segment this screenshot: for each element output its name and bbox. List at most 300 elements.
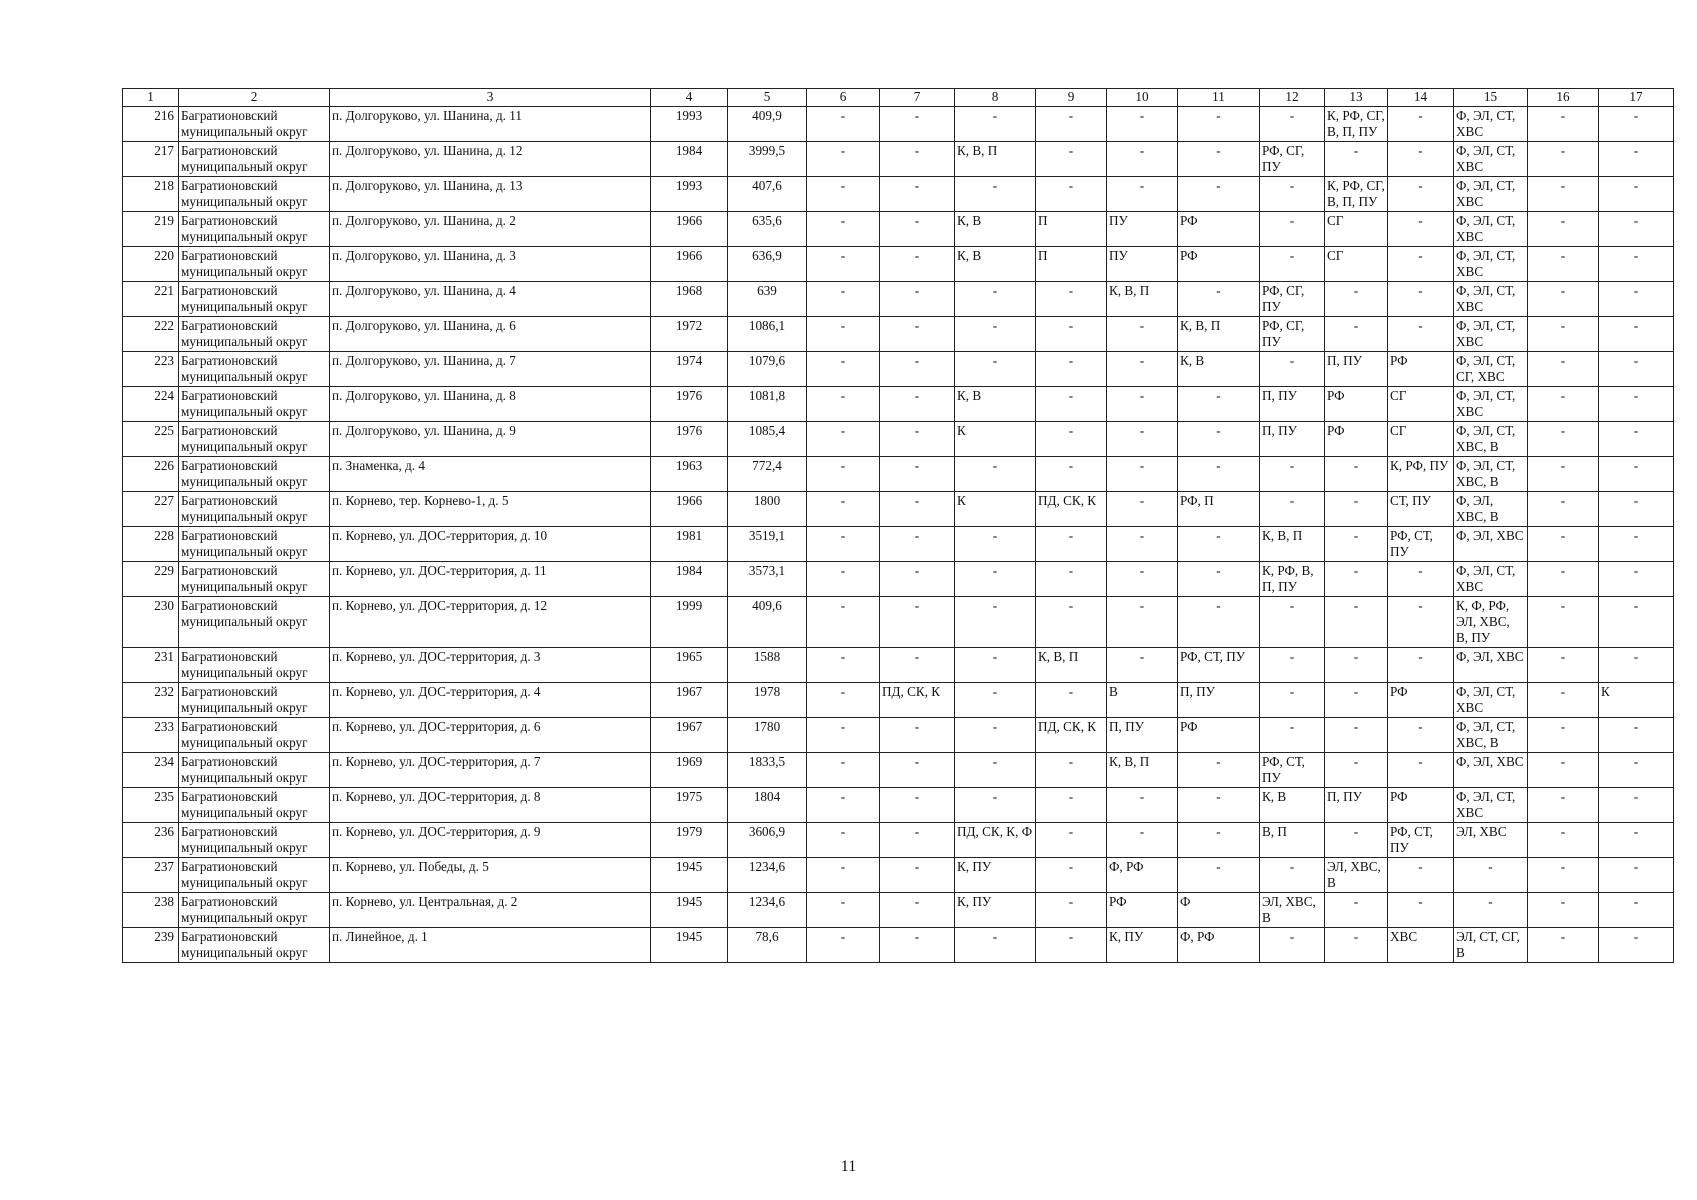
- table-cell-col-5: 1234,6: [728, 858, 807, 893]
- table-cell-col-5: 407,6: [728, 177, 807, 212]
- table-cell-col-1: 231: [123, 648, 179, 683]
- column-number-header: 9: [1036, 89, 1107, 107]
- table-cell-col-6: -: [807, 823, 880, 858]
- table-cell-col-2: Багратионовский муниципальный округ: [179, 562, 330, 597]
- table-cell-col-4: 1968: [651, 282, 728, 317]
- table-cell-col-4: 1945: [651, 893, 728, 928]
- table-cell-col-8: К, В, П: [955, 142, 1036, 177]
- table-cell-col-14: СТ, ПУ: [1388, 492, 1454, 527]
- column-number-header: 7: [880, 89, 955, 107]
- table-cell-col-2: Багратионовский муниципальный округ: [179, 823, 330, 858]
- table-cell-col-6: -: [807, 422, 880, 457]
- table-cell-col-5: 78,6: [728, 928, 807, 963]
- table-cell-col-6: -: [807, 177, 880, 212]
- table-row: [123, 718, 1674, 753]
- table-cell-col-15: Ф, ЭЛ, СТ, ХВС: [1454, 142, 1528, 177]
- table-cell-col-5: 1978: [728, 683, 807, 718]
- table-cell-col-16: -: [1528, 683, 1599, 718]
- table-cell-col-17: -: [1599, 527, 1674, 562]
- table-cell-col-1: 225: [123, 422, 179, 457]
- table-cell-col-7: -: [880, 387, 955, 422]
- table-cell-col-10: -: [1107, 648, 1178, 683]
- table-cell-col-7: ПД, СК, К: [880, 683, 955, 718]
- table-cell-col-14: РФ, СТ, ПУ: [1388, 527, 1454, 562]
- table-cell-col-1: 222: [123, 317, 179, 352]
- table-cell-col-3: п. Корнево, ул. Победы, д. 5: [330, 858, 651, 893]
- table-cell-col-2: Багратионовский муниципальный округ: [179, 422, 330, 457]
- column-number-header: 15: [1454, 89, 1528, 107]
- table-cell-col-17: -: [1599, 858, 1674, 893]
- table-cell-col-14: РФ, СТ, ПУ: [1388, 823, 1454, 858]
- table-cell-col-13: -: [1325, 753, 1388, 788]
- table-cell-col-17: -: [1599, 107, 1674, 142]
- table-cell-col-5: 3999,5: [728, 142, 807, 177]
- table-cell-col-5: 3606,9: [728, 823, 807, 858]
- table-cell-col-15: Ф, ЭЛ, СТ, ХВС: [1454, 387, 1528, 422]
- table-cell-col-2: Багратионовский муниципальный округ: [179, 928, 330, 963]
- table-row: [123, 352, 1674, 387]
- table-cell-col-7: -: [880, 142, 955, 177]
- table-row: [123, 177, 1674, 212]
- table-cell-col-15: К, Ф, РФ, ЭЛ, ХВС, В, ПУ: [1454, 597, 1528, 648]
- table-cell-col-9: -: [1036, 352, 1107, 387]
- table-row: [123, 683, 1674, 718]
- table-cell-col-7: -: [880, 648, 955, 683]
- table-cell-col-11: -: [1178, 177, 1260, 212]
- table-cell-col-10: К, В, П: [1107, 282, 1178, 317]
- table-cell-col-10: -: [1107, 492, 1178, 527]
- table-cell-col-16: -: [1528, 562, 1599, 597]
- table-row: [123, 788, 1674, 823]
- table-cell-col-3: п. Долгоруково, ул. Шанина, д. 4: [330, 282, 651, 317]
- table-cell-col-15: Ф, ЭЛ, СТ, ХВС: [1454, 788, 1528, 823]
- column-number-row: [123, 89, 1674, 107]
- table-cell-col-17: -: [1599, 177, 1674, 212]
- table-cell-col-13: -: [1325, 928, 1388, 963]
- table-cell-col-16: -: [1528, 247, 1599, 282]
- page-number: 11: [840, 1158, 857, 1175]
- table-cell-col-3: п. Долгоруково, ул. Шанина, д. 11: [330, 107, 651, 142]
- table-cell-col-16: -: [1528, 788, 1599, 823]
- table-cell-col-14: -: [1388, 858, 1454, 893]
- table-cell-col-3: п. Корнево, ул. ДОС-территория, д. 11: [330, 562, 651, 597]
- table-cell-col-17: -: [1599, 753, 1674, 788]
- table-cell-col-11: -: [1178, 282, 1260, 317]
- table-cell-col-7: -: [880, 718, 955, 753]
- table-cell-col-17: -: [1599, 893, 1674, 928]
- table-cell-col-15: Ф, ЭЛ, СТ, ХВС: [1454, 107, 1528, 142]
- table-cell-col-1: 218: [123, 177, 179, 212]
- table-cell-col-7: -: [880, 177, 955, 212]
- table-cell-col-14: РФ: [1388, 788, 1454, 823]
- table-row: [123, 562, 1674, 597]
- column-number-header: 2: [179, 89, 330, 107]
- table-cell-col-10: К, ПУ: [1107, 928, 1178, 963]
- table-cell-col-8: -: [955, 457, 1036, 492]
- table-cell-col-12: К, В: [1260, 788, 1325, 823]
- table-cell-col-8: -: [955, 107, 1036, 142]
- table-cell-col-11: П, ПУ: [1178, 683, 1260, 718]
- table-cell-col-9: -: [1036, 562, 1107, 597]
- table-cell-col-2: Багратионовский муниципальный округ: [179, 107, 330, 142]
- table-cell-col-1: 236: [123, 823, 179, 858]
- table-cell-col-12: -: [1260, 457, 1325, 492]
- table-cell-col-11: К, В, П: [1178, 317, 1260, 352]
- column-number-header: 16: [1528, 89, 1599, 107]
- table-cell-col-9: ПД, СК, К: [1036, 492, 1107, 527]
- table-cell-col-16: -: [1528, 718, 1599, 753]
- table-cell-col-8: -: [955, 683, 1036, 718]
- table-cell-col-13: -: [1325, 718, 1388, 753]
- table-cell-col-10: РФ: [1107, 893, 1178, 928]
- table-cell-col-11: -: [1178, 422, 1260, 457]
- table-cell-col-12: -: [1260, 928, 1325, 963]
- table-cell-col-5: 1588: [728, 648, 807, 683]
- table-cell-col-17: -: [1599, 788, 1674, 823]
- table-cell-col-12: -: [1260, 247, 1325, 282]
- table-cell-col-4: 1965: [651, 648, 728, 683]
- table-cell-col-2: Багратионовский муниципальный округ: [179, 788, 330, 823]
- table-cell-col-9: -: [1036, 527, 1107, 562]
- table-row: [123, 247, 1674, 282]
- table-cell-col-13: -: [1325, 282, 1388, 317]
- table-cell-col-5: 1079,6: [728, 352, 807, 387]
- table-cell-col-12: -: [1260, 212, 1325, 247]
- table-cell-col-15: ЭЛ, СТ, СГ, В: [1454, 928, 1528, 963]
- table-cell-col-9: -: [1036, 107, 1107, 142]
- table-cell-col-16: -: [1528, 648, 1599, 683]
- table-cell-col-5: 1800: [728, 492, 807, 527]
- table-cell-col-12: РФ, СТ, ПУ: [1260, 753, 1325, 788]
- table-cell-col-11: РФ, СТ, ПУ: [1178, 648, 1260, 683]
- table-cell-col-6: -: [807, 527, 880, 562]
- table-cell-col-5: 1804: [728, 788, 807, 823]
- table-cell-col-17: -: [1599, 422, 1674, 457]
- table-cell-col-10: К, В, П: [1107, 753, 1178, 788]
- table-cell-col-2: Багратионовский муниципальный округ: [179, 648, 330, 683]
- table-row: [123, 527, 1674, 562]
- table-cell-col-6: -: [807, 282, 880, 317]
- table-cell-col-15: Ф, ЭЛ, ХВС, В: [1454, 492, 1528, 527]
- table-cell-col-5: 1086,1: [728, 317, 807, 352]
- table-cell-col-4: 1993: [651, 177, 728, 212]
- table-cell-col-9: К, В, П: [1036, 648, 1107, 683]
- register-table: [122, 88, 1674, 963]
- table-cell-col-10: ПУ: [1107, 247, 1178, 282]
- table-cell-col-6: -: [807, 683, 880, 718]
- column-number-header: 8: [955, 89, 1036, 107]
- table-cell-col-6: -: [807, 492, 880, 527]
- table-cell-col-13: -: [1325, 648, 1388, 683]
- table-cell-col-6: -: [807, 352, 880, 387]
- table-cell-col-3: п. Долгоруково, ул. Шанина, д. 2: [330, 212, 651, 247]
- table-cell-col-8: К, В: [955, 247, 1036, 282]
- table-cell-col-7: -: [880, 282, 955, 317]
- table-cell-col-2: Багратионовский муниципальный округ: [179, 177, 330, 212]
- table-row: [123, 212, 1674, 247]
- table-cell-col-10: -: [1107, 142, 1178, 177]
- table-cell-col-1: 230: [123, 597, 179, 648]
- table-cell-col-11: -: [1178, 457, 1260, 492]
- table-cell-col-8: К, В: [955, 387, 1036, 422]
- table-cell-col-6: -: [807, 562, 880, 597]
- table-cell-col-8: -: [955, 562, 1036, 597]
- table-row: [123, 457, 1674, 492]
- table-cell-col-8: -: [955, 597, 1036, 648]
- table-cell-col-17: -: [1599, 142, 1674, 177]
- table-cell-col-6: -: [807, 597, 880, 648]
- table-cell-col-9: П: [1036, 212, 1107, 247]
- table-cell-col-13: П, ПУ: [1325, 788, 1388, 823]
- table-cell-col-12: К, РФ, В, П, ПУ: [1260, 562, 1325, 597]
- table-cell-col-9: -: [1036, 422, 1107, 457]
- table-cell-col-1: 221: [123, 282, 179, 317]
- table-cell-col-2: Багратионовский муниципальный округ: [179, 352, 330, 387]
- table-cell-col-10: В: [1107, 683, 1178, 718]
- table-cell-col-12: -: [1260, 718, 1325, 753]
- column-number-header: 10: [1107, 89, 1178, 107]
- table-cell-col-13: -: [1325, 597, 1388, 648]
- table-cell-col-17: -: [1599, 247, 1674, 282]
- table-cell-col-14: СГ: [1388, 422, 1454, 457]
- table-cell-col-10: -: [1107, 422, 1178, 457]
- table-cell-col-3: п. Долгоруково, ул. Шанина, д. 9: [330, 422, 651, 457]
- table-cell-col-7: -: [880, 107, 955, 142]
- table-cell-col-12: РФ, СГ, ПУ: [1260, 282, 1325, 317]
- table-cell-col-15: Ф, ЭЛ, СТ, ХВС, В: [1454, 718, 1528, 753]
- table-cell-col-4: 1976: [651, 422, 728, 457]
- table-cell-col-3: п. Долгоруково, ул. Шанина, д. 13: [330, 177, 651, 212]
- table-cell-col-11: РФ: [1178, 212, 1260, 247]
- table-cell-col-2: Багратионовский муниципальный округ: [179, 247, 330, 282]
- table-cell-col-14: -: [1388, 247, 1454, 282]
- column-number-header: 17: [1599, 89, 1674, 107]
- table-cell-col-9: -: [1036, 858, 1107, 893]
- table-row: [123, 858, 1674, 893]
- table-cell-col-14: К, РФ, ПУ: [1388, 457, 1454, 492]
- table-cell-col-4: 1979: [651, 823, 728, 858]
- table-cell-col-2: Багратионовский муниципальный округ: [179, 317, 330, 352]
- table-cell-col-17: К: [1599, 683, 1674, 718]
- table-cell-col-11: -: [1178, 527, 1260, 562]
- table-cell-col-9: -: [1036, 177, 1107, 212]
- table-cell-col-13: СГ: [1325, 247, 1388, 282]
- table-cell-col-3: п. Корнево, ул. ДОС-территория, д. 4: [330, 683, 651, 718]
- table-cell-col-3: п. Корнево, ул. ДОС-территория, д. 6: [330, 718, 651, 753]
- table-cell-col-3: п. Корнево, ул. ДОС-территория, д. 12: [330, 597, 651, 648]
- table-cell-col-16: -: [1528, 387, 1599, 422]
- table-cell-col-7: -: [880, 753, 955, 788]
- table-cell-col-13: К, РФ, СГ, В, П, ПУ: [1325, 107, 1388, 142]
- table-row: [123, 317, 1674, 352]
- table-cell-col-12: -: [1260, 858, 1325, 893]
- table-cell-col-11: Ф: [1178, 893, 1260, 928]
- table-cell-col-11: К, В: [1178, 352, 1260, 387]
- table-cell-col-4: 1993: [651, 107, 728, 142]
- table-cell-col-16: -: [1528, 597, 1599, 648]
- column-number-header: 13: [1325, 89, 1388, 107]
- table-cell-col-2: Багратионовский муниципальный округ: [179, 858, 330, 893]
- table-cell-col-3: п. Долгоруково, ул. Шанина, д. 12: [330, 142, 651, 177]
- table-cell-col-11: -: [1178, 788, 1260, 823]
- table-cell-col-14: -: [1388, 142, 1454, 177]
- table-row: [123, 753, 1674, 788]
- table-cell-col-14: -: [1388, 562, 1454, 597]
- table-cell-col-8: ПД, СК, К, Ф: [955, 823, 1036, 858]
- table-cell-col-6: -: [807, 858, 880, 893]
- table-cell-col-10: П, ПУ: [1107, 718, 1178, 753]
- table-cell-col-15: Ф, ЭЛ, СТ, ХВС: [1454, 683, 1528, 718]
- table-cell-col-15: Ф, ЭЛ, ХВС: [1454, 527, 1528, 562]
- table-cell-col-1: 232: [123, 683, 179, 718]
- column-number-header: 1: [123, 89, 179, 107]
- table-cell-col-2: Багратионовский муниципальный округ: [179, 142, 330, 177]
- table-cell-col-16: -: [1528, 457, 1599, 492]
- table-cell-col-12: П, ПУ: [1260, 422, 1325, 457]
- table-cell-col-17: -: [1599, 282, 1674, 317]
- table-cell-col-8: -: [955, 282, 1036, 317]
- table-cell-col-4: 1981: [651, 527, 728, 562]
- table-cell-col-15: Ф, ЭЛ, СТ, ХВС: [1454, 317, 1528, 352]
- table-cell-col-16: -: [1528, 893, 1599, 928]
- table-cell-col-8: К: [955, 422, 1036, 457]
- table-cell-col-14: -: [1388, 107, 1454, 142]
- column-number-header: 5: [728, 89, 807, 107]
- table-cell-col-3: п. Линейное, д. 1: [330, 928, 651, 963]
- table-cell-col-15: Ф, ЭЛ, ХВС: [1454, 648, 1528, 683]
- table-row: [123, 492, 1674, 527]
- table-cell-col-4: 1972: [651, 317, 728, 352]
- table-cell-col-11: -: [1178, 142, 1260, 177]
- table-cell-col-12: П, ПУ: [1260, 387, 1325, 422]
- table-cell-col-13: -: [1325, 683, 1388, 718]
- table-cell-col-7: -: [880, 422, 955, 457]
- table-cell-col-6: -: [807, 457, 880, 492]
- table-cell-col-17: -: [1599, 212, 1674, 247]
- table-cell-col-8: -: [955, 788, 1036, 823]
- table-cell-col-15: Ф, ЭЛ, СТ, ХВС: [1454, 247, 1528, 282]
- table-cell-col-10: -: [1107, 107, 1178, 142]
- table-cell-col-10: -: [1107, 823, 1178, 858]
- table-cell-col-15: ЭЛ, ХВС: [1454, 823, 1528, 858]
- table-cell-col-1: 229: [123, 562, 179, 597]
- table-cell-col-4: 1969: [651, 753, 728, 788]
- table-cell-col-9: -: [1036, 597, 1107, 648]
- table-cell-col-12: РФ, СГ, ПУ: [1260, 317, 1325, 352]
- table-cell-col-15: Ф, ЭЛ, СТ, СГ, ХВС: [1454, 352, 1528, 387]
- table-cell-col-14: -: [1388, 753, 1454, 788]
- table-cell-col-17: -: [1599, 823, 1674, 858]
- table-cell-col-13: РФ: [1325, 422, 1388, 457]
- table-cell-col-2: Багратионовский муниципальный округ: [179, 683, 330, 718]
- table-cell-col-4: 1976: [651, 387, 728, 422]
- table-cell-col-2: Багратионовский муниципальный округ: [179, 753, 330, 788]
- table-cell-col-15: Ф, ЭЛ, ХВС: [1454, 753, 1528, 788]
- table-cell-col-13: -: [1325, 893, 1388, 928]
- table-cell-col-7: -: [880, 823, 955, 858]
- table-cell-col-16: -: [1528, 212, 1599, 247]
- table-cell-col-12: -: [1260, 177, 1325, 212]
- table-cell-col-10: -: [1107, 387, 1178, 422]
- table-cell-col-4: 1945: [651, 858, 728, 893]
- table-row: [123, 928, 1674, 963]
- table-cell-col-8: К, ПУ: [955, 893, 1036, 928]
- table-cell-col-1: 239: [123, 928, 179, 963]
- table-cell-col-17: -: [1599, 562, 1674, 597]
- table-cell-col-17: -: [1599, 597, 1674, 648]
- table-cell-col-16: -: [1528, 142, 1599, 177]
- table-cell-col-14: -: [1388, 317, 1454, 352]
- table-cell-col-14: РФ: [1388, 683, 1454, 718]
- column-number-header: 6: [807, 89, 880, 107]
- table-cell-col-17: -: [1599, 648, 1674, 683]
- table-row: [123, 142, 1674, 177]
- table-cell-col-9: -: [1036, 753, 1107, 788]
- table-cell-col-11: -: [1178, 858, 1260, 893]
- table-cell-col-13: -: [1325, 562, 1388, 597]
- table-row: [123, 893, 1674, 928]
- table-cell-col-10: -: [1107, 352, 1178, 387]
- table-cell-col-7: -: [880, 317, 955, 352]
- table-row: [123, 823, 1674, 858]
- table-cell-col-5: 1780: [728, 718, 807, 753]
- table-cell-col-3: п. Корнево, ул. ДОС-территория, д. 8: [330, 788, 651, 823]
- table-cell-col-13: РФ: [1325, 387, 1388, 422]
- column-number-header: 11: [1178, 89, 1260, 107]
- table-cell-col-8: К, ПУ: [955, 858, 1036, 893]
- table-cell-col-4: 1984: [651, 142, 728, 177]
- column-number-header: 14: [1388, 89, 1454, 107]
- table-cell-col-3: п. Корнево, ул. ДОС-территория, д. 3: [330, 648, 651, 683]
- table-cell-col-14: -: [1388, 597, 1454, 648]
- table-cell-col-11: РФ: [1178, 247, 1260, 282]
- table-cell-col-4: 1945: [651, 928, 728, 963]
- table-cell-col-17: -: [1599, 352, 1674, 387]
- table-cell-col-7: -: [880, 352, 955, 387]
- table-cell-col-6: -: [807, 753, 880, 788]
- table-cell-col-1: 237: [123, 858, 179, 893]
- table-cell-col-4: 1984: [651, 562, 728, 597]
- table-cell-col-15: Ф, ЭЛ, СТ, ХВС: [1454, 212, 1528, 247]
- table-cell-col-15: Ф, ЭЛ, СТ, ХВС: [1454, 562, 1528, 597]
- table-cell-col-10: -: [1107, 527, 1178, 562]
- table-cell-col-9: -: [1036, 823, 1107, 858]
- table-cell-col-16: -: [1528, 858, 1599, 893]
- table-cell-col-4: 1967: [651, 718, 728, 753]
- table-cell-col-9: -: [1036, 928, 1107, 963]
- table-cell-col-10: -: [1107, 317, 1178, 352]
- table-cell-col-5: 1234,6: [728, 893, 807, 928]
- table-cell-col-9: -: [1036, 893, 1107, 928]
- table-cell-col-8: К: [955, 492, 1036, 527]
- table-cell-col-6: -: [807, 142, 880, 177]
- table-cell-col-4: 1966: [651, 212, 728, 247]
- table-cell-col-14: -: [1388, 893, 1454, 928]
- table-cell-col-14: СГ: [1388, 387, 1454, 422]
- table-cell-col-12: -: [1260, 492, 1325, 527]
- table-cell-col-9: -: [1036, 317, 1107, 352]
- table-cell-col-13: -: [1325, 823, 1388, 858]
- table-cell-col-7: -: [880, 457, 955, 492]
- table-header: [123, 89, 1674, 107]
- table-cell-col-13: ЭЛ, ХВС, В: [1325, 858, 1388, 893]
- table-cell-col-16: -: [1528, 107, 1599, 142]
- table-cell-col-4: 1974: [651, 352, 728, 387]
- table-cell-col-2: Багратионовский муниципальный округ: [179, 527, 330, 562]
- table-cell-col-4: 1963: [651, 457, 728, 492]
- table-cell-col-9: -: [1036, 683, 1107, 718]
- table-cell-col-15: Ф, ЭЛ, СТ, ХВС: [1454, 282, 1528, 317]
